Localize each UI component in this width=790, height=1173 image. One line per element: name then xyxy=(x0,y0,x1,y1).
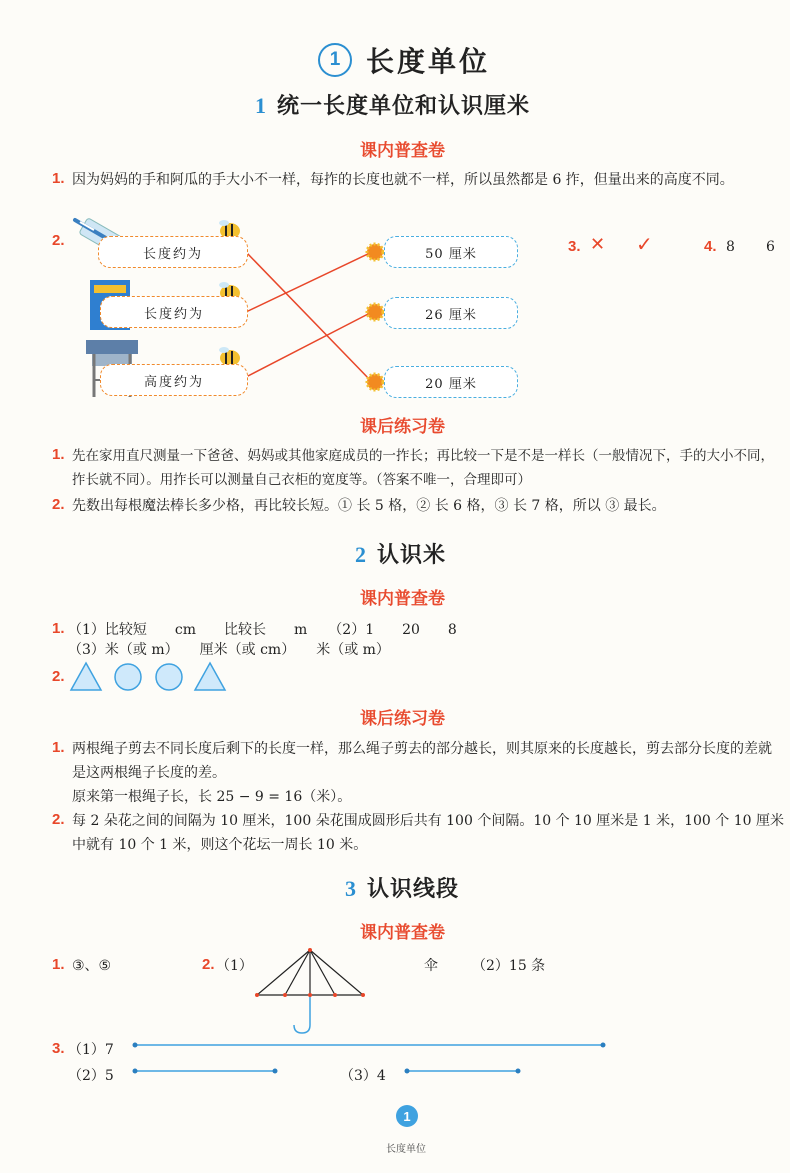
s1-p1-q3-number: 3. xyxy=(568,238,581,255)
s1-part1-label: 课内普查卷 xyxy=(360,141,445,161)
triangle-shape xyxy=(71,663,101,690)
s2-p2-q1-text: 两根绳子剪去不同长度后剩下的长度一样，那么绳子剪去的部分越长，则其原来的长度越长，剪去部分长度的差就是这两根绳子长度的差。 xyxy=(72,741,772,781)
page-number-badge: 1 xyxy=(396,1105,418,1127)
match-left-box: 长度约为 xyxy=(98,236,248,268)
s1-p1-q2-number: 2. xyxy=(52,232,65,249)
umbrella-diagram xyxy=(252,945,368,1035)
match-left-box: 高度约为 xyxy=(100,364,248,396)
match-right-box: 26 厘米 xyxy=(384,297,518,329)
section-3-title: 3 认识线段 xyxy=(345,876,460,902)
s2-p2-q2-text: 每 2 朵花之间的间隔为 10 厘米，100 朵花围成圆形后共有 100 个间隔。10 个 10 厘米是 1 米，100 个 10 厘米中就有 10 个 1 米，则这个花坛一周长 10 米。 xyxy=(72,813,784,853)
s2-p2-q1-text2: 原来第一根绳子长，长 25 − 9 = 16（米）。 xyxy=(72,789,352,805)
shapes-answer xyxy=(68,660,238,694)
sun-icon xyxy=(367,304,383,320)
s3-p1-q2-a: （1） xyxy=(216,958,253,974)
s2-p1-q1-line1: （1）比较短 cm 比较长 m （2）1 20 8 xyxy=(68,622,457,638)
triangle-shape xyxy=(195,663,225,690)
s3-p1-q3-3: （3）4 xyxy=(340,1068,386,1084)
s1-p1-q1-number: 1. xyxy=(52,170,65,187)
q4-answer: 8 xyxy=(726,239,735,255)
s1-p2-q2-number: 2. xyxy=(52,496,65,513)
s1-p2-q2-text: 先数出每根魔法棒长多少格，再比较长短。① 长 5 格，② 长 6 格，③ 长 7 格，所以 ③ 最长。 xyxy=(72,498,666,514)
s3-part1-label: 课内普查卷 xyxy=(360,923,445,943)
s2-p1-q2-number: 2. xyxy=(52,668,65,685)
match-line xyxy=(246,252,372,312)
s2-p1-q1-number: 1. xyxy=(52,620,65,637)
s3-p1-q3-number: 3. xyxy=(52,1040,65,1057)
s3-p1-q2-number: 2. xyxy=(202,956,215,973)
s3-p1-q3-1: （1）7 xyxy=(68,1042,114,1058)
section-2-title: 2 认识米 xyxy=(355,542,447,568)
s3-p1-q3-2: （2）5 xyxy=(68,1068,114,1084)
section-1-title: 1 统一长度单位和认识厘米 xyxy=(255,93,531,119)
chapter-title xyxy=(318,40,490,80)
s2-p1-q1-line2: （3）米（或 m） 厘米（或 cm） 米（或 m） xyxy=(68,642,390,658)
s1-p2-q1-text: 先在家用直尺测量一下爸爸、妈妈或其他家庭成员的一拃长；再比较一下是不是一样长（一般情况下，手的大小不同，拃长就不同）。用拃长可以测量自己衣柜的宽度等。（答案不唯一，合理即可） xyxy=(72,448,774,488)
s3-p1-q1-text: ③、⑤ xyxy=(72,958,112,974)
segment-3 xyxy=(405,1069,521,1074)
s3-p1-q2-b: （2）15 条 xyxy=(472,958,546,974)
segment-2 xyxy=(133,1069,278,1074)
s1-part2-label: 课后练习卷 xyxy=(360,417,445,437)
segment-1 xyxy=(133,1043,606,1048)
match-right-box: 20 厘米 xyxy=(384,366,518,398)
chapter-number-circle: 1 xyxy=(318,43,352,77)
sun-icon xyxy=(367,374,383,390)
s2-p2-q1-number: 1. xyxy=(52,739,65,756)
line-segments xyxy=(130,1035,610,1085)
circle-shape xyxy=(156,664,182,690)
s2-part2-label: 课后练习卷 xyxy=(360,709,445,729)
footer-label: 长度单位 xyxy=(386,1144,426,1155)
chapter-title-text: 长度单位 xyxy=(366,45,491,78)
umbrella-word: 伞 xyxy=(424,958,438,974)
cross-mark: ✕ xyxy=(590,234,606,255)
s1-p1-q1-text: 因为妈妈的手和阿瓜的手大小不一样，每拃的长度也就不一样，所以虽然都是 6 拃，但量出来的高度不同。 xyxy=(72,172,734,188)
s3-p1-q1-number: 1. xyxy=(52,956,65,973)
match-right-box: 50 厘米 xyxy=(384,236,518,268)
s2-p2-q2-number: 2. xyxy=(52,811,65,828)
s1-p1-q4-number: 4. xyxy=(704,238,717,255)
match-line xyxy=(246,252,372,382)
match-line xyxy=(246,312,372,377)
s1-p2-q1-number: 1. xyxy=(52,446,65,463)
check-mark: ✓ xyxy=(636,232,653,256)
q4-answer: 6 xyxy=(766,239,775,255)
s2-part1-label: 课内普查卷 xyxy=(360,589,445,609)
circle-shape xyxy=(115,664,141,690)
match-left-box: 长度约为 xyxy=(100,296,248,328)
sun-icon xyxy=(367,244,383,260)
